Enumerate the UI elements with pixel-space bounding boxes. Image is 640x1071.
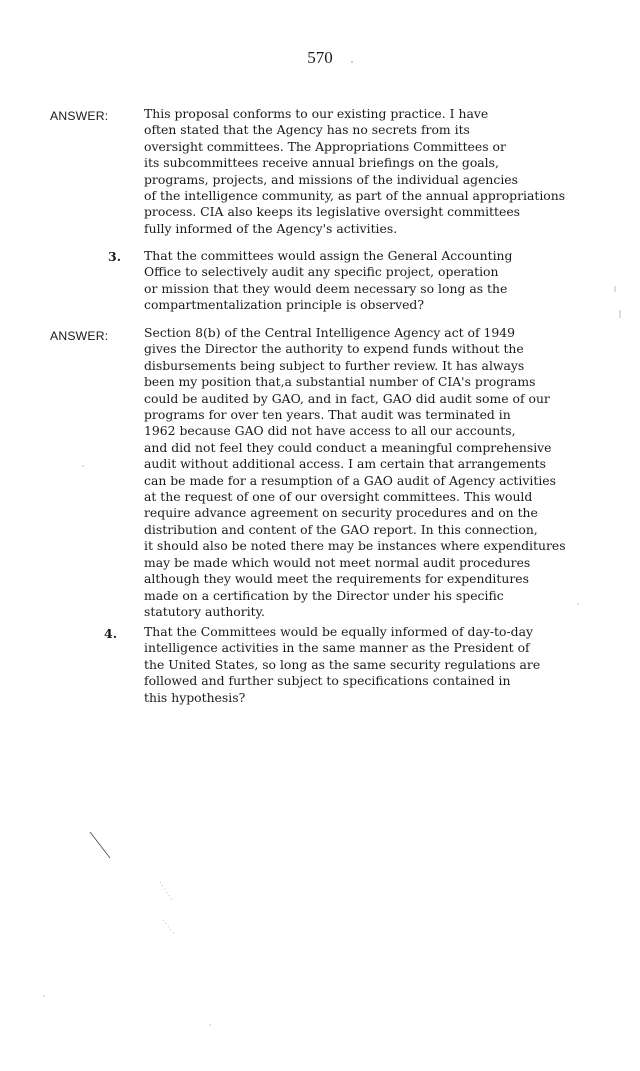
text-line: been my position that,a substantial number of CIA's programs [144, 374, 536, 390]
answer-label: ANSWER: [50, 329, 109, 343]
answer-paragraph-1 [144, 106, 614, 237]
text-line: That the Committees would be equally informed of day-to-day [144, 624, 533, 639]
question-paragraph-4 [144, 624, 614, 706]
text-line: its subcommittees receive annual briefings on the goals, [144, 155, 499, 171]
text-line: intelligence activities in the same manner as the President of [144, 640, 530, 656]
answer-paragraph-2 [144, 325, 614, 620]
text-line: often stated that the Agency has no secrets from its [144, 122, 470, 138]
text-line: or mission that they would deem necessary so long as the [144, 280, 508, 296]
text-line: fully informed of the Agency's activities. [144, 220, 398, 236]
text-line: the United States, so long as the same security regulations are [144, 656, 541, 672]
text-line: of the intelligence community, as part of the annual appropriations [144, 188, 566, 204]
scan-mark [90, 832, 110, 858]
text-line: followed and further subject to specifications contained in [144, 673, 511, 689]
text-line: this hypothesis? [144, 689, 246, 705]
text-line: it should also be noted there may be instances where expenditures [144, 538, 566, 554]
scan-speck [82, 465, 83, 466]
text-line: at the request of one of our oversight committees. This would [144, 489, 533, 505]
scan-speck [209, 1024, 210, 1025]
page-number: 570 [307, 48, 333, 67]
answer-label: ANSWER: [50, 109, 109, 123]
text-line: distribution and content of the GAO report. In this connection, [144, 521, 538, 537]
text-line: audit without additional access. I am certain that arrangements [144, 456, 547, 472]
text-line: programs, projects, and missions of the individual agencies [144, 171, 518, 187]
text-line: programs for over ten years. That audit was terminated in [144, 407, 511, 423]
text-line: require advance agreement on security procedures and on the [144, 505, 538, 521]
question-number-3: 3. [108, 249, 122, 264]
text-line: disbursements being subject to further review. It has always [144, 357, 525, 373]
text-line: statutory authority. [144, 603, 265, 619]
text-line: gives the Director the authority to expend funds without the [144, 341, 524, 357]
text-line: oversight committees. The Appropriations Committees or [144, 138, 506, 154]
text-line: This proposal conforms to our existing practice. I have [144, 106, 489, 121]
text-line: Section 8(b) of the Central Intelligence Agency act of 1949 [144, 325, 516, 340]
scan-mark [160, 882, 172, 900]
text-line: may be made which would not meet normal audit procedures [144, 554, 531, 570]
text-line: can be made for a resumption of a GAO audit of Agency activities [144, 472, 556, 488]
text-line: and did not feel they could conduct a meaningful comprehensive [144, 439, 552, 455]
text-line: That the committees would assign the General Accounting [144, 248, 513, 263]
text-line: process. CIA also keeps its legislative oversight committees [144, 204, 521, 220]
text-line: compartmentalization principle is observed? [144, 297, 424, 313]
scan-mark [163, 920, 175, 935]
scan-speck [43, 995, 44, 996]
text-line: 1962 because GAO did not have access to all our accounts, [144, 423, 516, 439]
text-line: could be audited by GAO, and in fact, GAO did audit some of our [144, 390, 550, 406]
text-line: made on a certification by the Director under his specific [144, 587, 504, 603]
text-line: although they would meet the requirements for expenditures [144, 571, 529, 587]
question-number-4: 4. [104, 626, 118, 641]
question-paragraph-3 [144, 248, 614, 314]
text-line: Office to selectively audit any specific project, operation [144, 264, 499, 280]
